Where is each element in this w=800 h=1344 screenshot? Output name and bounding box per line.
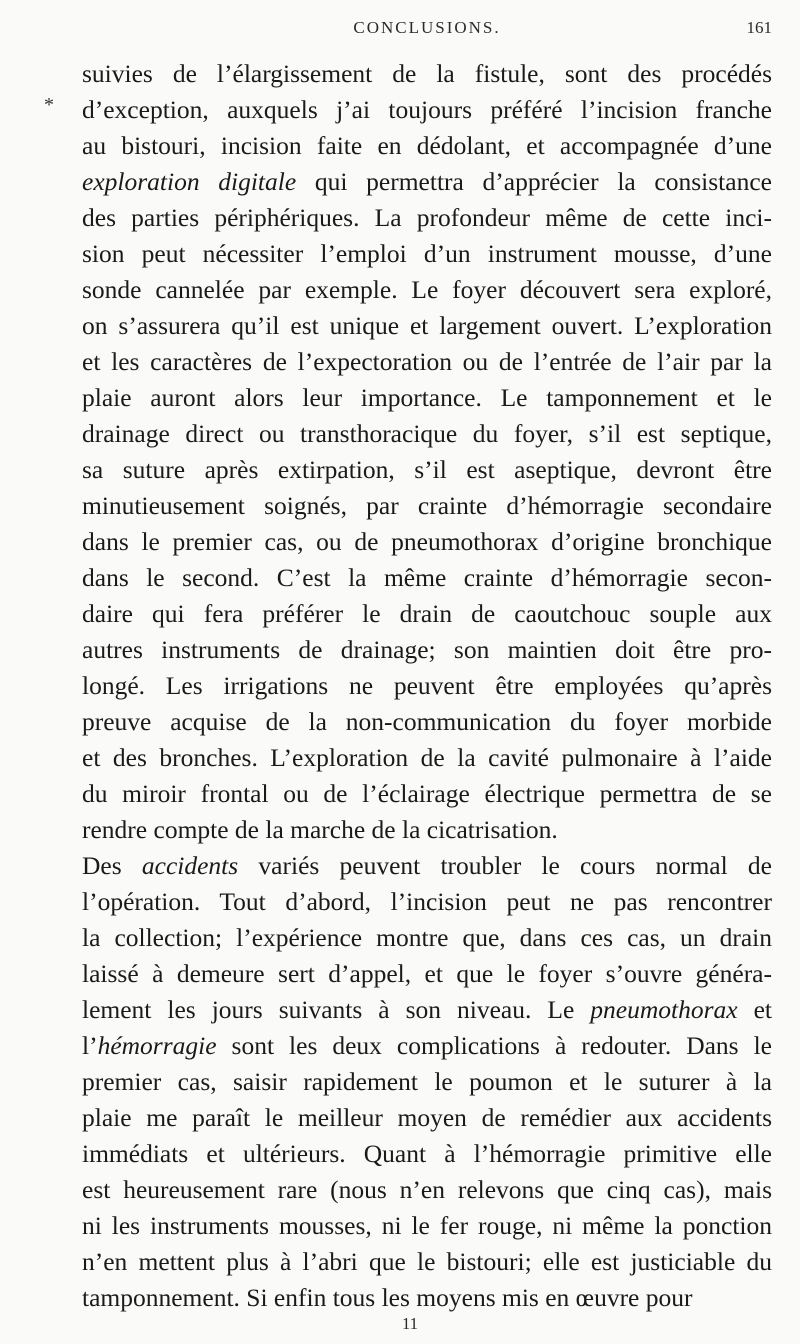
text-line [82,92,772,128]
text-segment: rendre compte de la marche de la cicatrisation. [82,815,558,844]
text-line [82,1100,772,1136]
text-segment: l’opération. Tout d’abord, l’incision peut ne pas rencontrer [82,887,772,916]
text-segment: est heureusement rare (nous n’en relevons que cinq cas), mais [82,1175,772,1204]
text-segment: sa suture après extirpation, s’il est aseptique, devront être [82,455,772,484]
text-line [82,740,772,776]
text-line [82,1136,772,1172]
text-segment: autres instruments de drainage; son maintien doit être pro- [82,635,772,664]
text-line [82,812,772,848]
text-line [82,668,772,704]
text-segment: n’en mettent plus à l’abri que le bistouri; elle est justiciable du [82,1247,772,1276]
margin-mark: * [44,94,54,116]
text-line [82,380,772,416]
text-line [82,920,772,956]
text-line [82,1280,772,1316]
text-segment: au bistouri, incision faite en dédolant, et accompagnée d’une [82,131,772,160]
text-line [82,596,772,632]
text-segment: minutieusement soignés, par crainte d’hémorragie secondaire [82,491,772,520]
text-segment: sion peut nécessiter l’emploi d’un instrument mousse, d’une [82,239,772,268]
text-segment: on s’assurera qu’il est unique et largement ouvert. L’exploration [82,311,772,340]
text-segment: daire qui fera préférer le drain de caoutchouc souple aux [82,599,772,628]
text-segment: dans le premier cas, ou de pneumothorax d’origine bronchique [82,527,772,556]
text-line [82,560,772,596]
text-segment: longé. Les irrigations ne peuvent être employées qu’après [82,671,772,700]
signature-mark: 11 [401,1314,419,1333]
text-line [82,1028,772,1064]
text-segment: et [737,995,772,1024]
text-segment: sont les deux complications à redouter. Dans le [216,1031,772,1060]
text-line [82,416,772,452]
text-line [82,344,772,380]
text-line [82,56,772,92]
text-line [82,884,772,920]
italic-text: pneumothorax [590,995,738,1024]
running-head: CONCLUSIONS. [353,18,501,37]
text-segment: lement les jours suivants à son niveau. Le [82,995,591,1024]
text-line [82,632,772,668]
text-line [82,1172,772,1208]
text-line [82,1208,772,1244]
text-segment: la collection; l’expérience montre que, dans ces cas, un drain [82,923,772,952]
text-segment: drainage direct ou transthoracique du foyer, s’il est septique, [82,419,772,448]
text-line [82,956,772,992]
text-segment: variés peuvent troubler le cours normal de [238,851,772,880]
page-number: 161 [746,18,772,37]
italic-text: hémorragie [97,1031,217,1060]
text-segment: plaie auront alors leur importance. Le tamponnement et le [82,383,772,412]
text-line [82,236,772,272]
text-segment: preuve acquise de la non-communication du foyer morbide [82,707,772,736]
text-line [82,992,772,1028]
text-line [82,308,772,344]
italic-text: exploration digitale [82,167,297,196]
text-segment: l’ [82,1031,98,1060]
text-segment: et les caractères de l’expectoration ou de l’entrée de l’air par la [82,347,772,376]
text-line [82,200,772,236]
page-header [82,18,772,46]
text-segment: laissé à demeure sert d’appel, et que le foyer s’ouvre généra- [82,959,772,988]
text-segment: du miroir frontal ou de l’éclairage électrique permettra de se [82,779,772,808]
text-segment: des parties périphériques. La profondeur même de cette inci- [82,203,772,232]
text-line [82,1064,772,1100]
text-line [82,524,772,560]
text-line [82,1244,772,1280]
text-segment: et des bronches. L’exploration de la cavité pulmonaire à l’aide [82,743,772,772]
text-line [82,272,772,308]
text-segment: immédiats et ultérieurs. Quant à l’hémorragie primitive elle [82,1139,772,1168]
text-segment: qui permettra d’apprécier la consistance [296,167,772,196]
text-segment: premier cas, saisir rapidement le poumon et le suturer à la [82,1067,772,1096]
text-segment: plaie me paraît le meilleur moyen de remédier aux accidents [82,1103,772,1132]
text-line [82,776,772,812]
text-line [82,452,772,488]
text-line [82,704,772,740]
text-segment: dans le second. C’est la même crainte d’hémorragie secon- [82,563,772,592]
text-segment: d’exception, auxquels j’ai toujours préféré l’incision franche [82,95,772,124]
text-line [82,128,772,164]
text-line [82,488,772,524]
italic-text: accidents [141,851,239,880]
text-segment: tamponnement. Si enfin tous les moyens mis en œuvre pour [82,1283,693,1312]
text-segment: Des [82,851,142,880]
text-line [82,848,772,884]
text-segment: suivies de l’élargissement de la fistule, sont des procédés [82,59,772,88]
text-line [82,164,772,200]
text-segment: ni les instruments mousses, ni le fer rouge, ni même la ponction [82,1211,772,1240]
text-segment: sonde cannelée par exemple. Le foyer découvert sera exploré, [82,275,772,304]
body-text [82,56,772,1316]
